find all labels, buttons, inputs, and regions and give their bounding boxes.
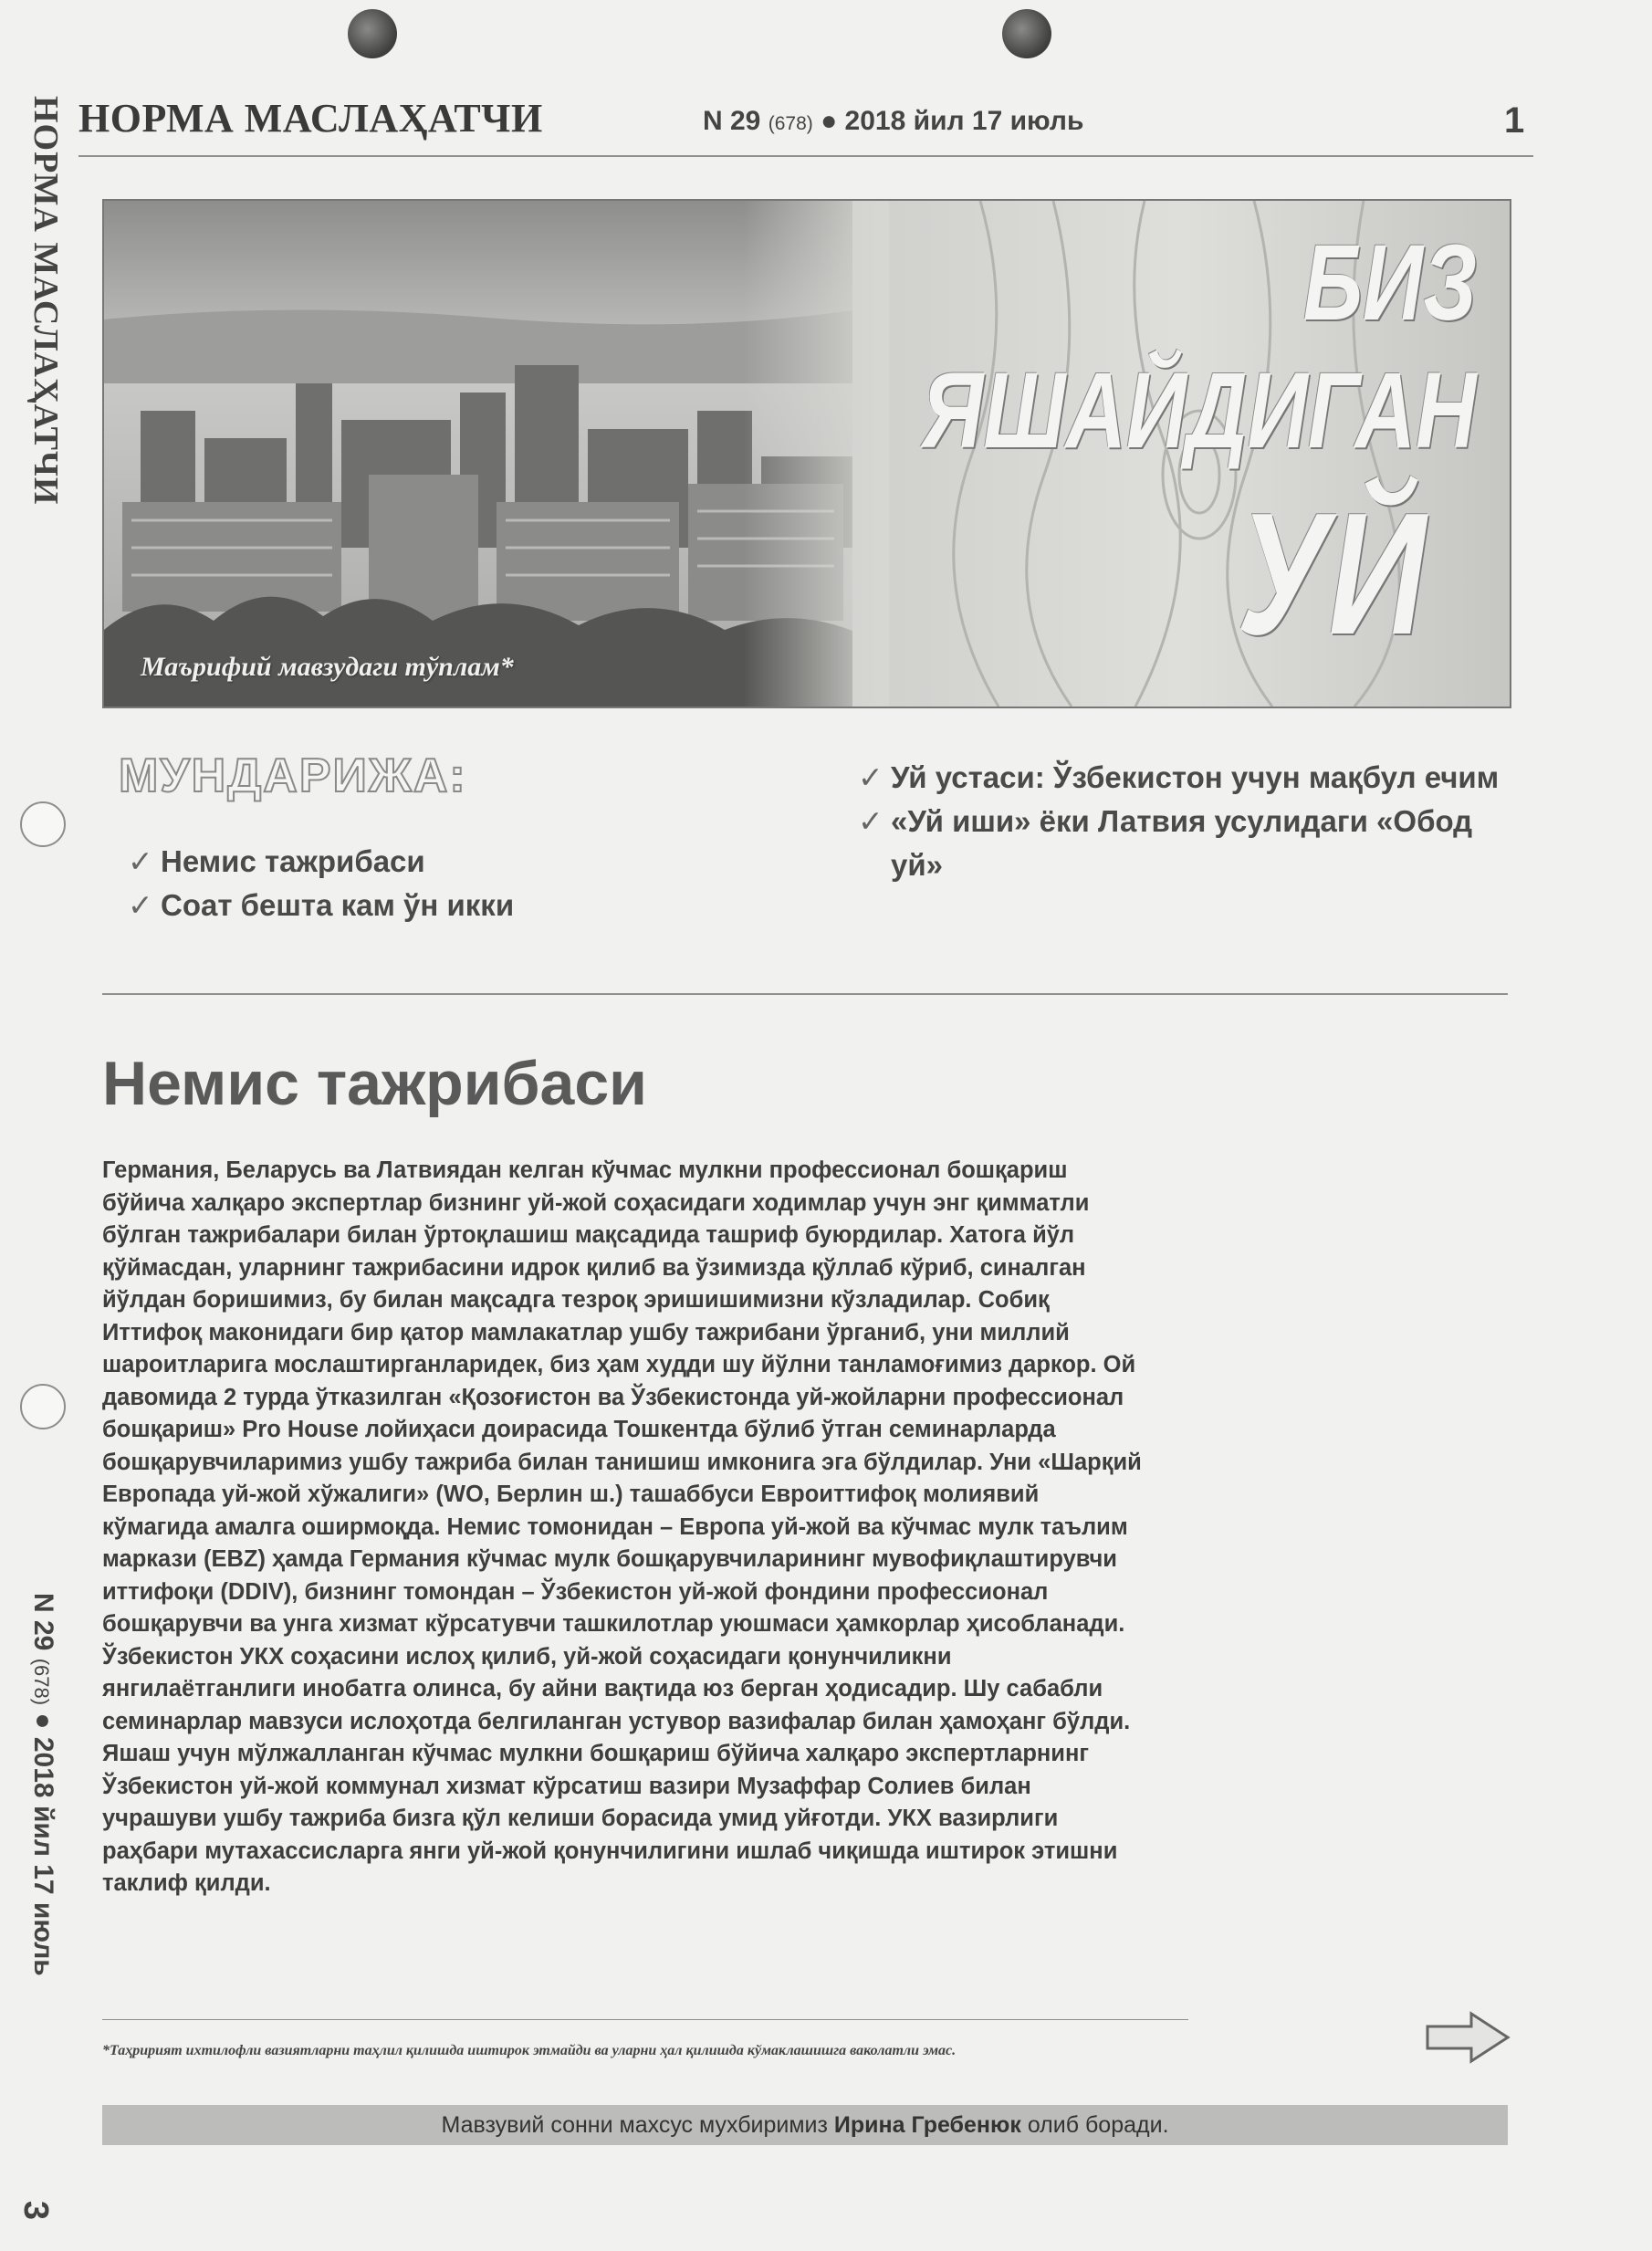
article-line: давомида 2 турда ўтказилган «Қозоғистон ва Ўзбекистонда уй-жойларни профессионал <box>102 1384 1124 1410</box>
check-icon: ✓ <box>858 760 884 794</box>
check-icon: ✓ <box>128 844 153 878</box>
contents-item[interactable]: ✓ Уй устаси: Ўзбекистон учун мақбул ечим <box>858 756 1515 800</box>
check-icon: ✓ <box>128 888 153 922</box>
article-line: бошқарувчи ва унга хизмат кўрсатувчи ташкилотлар уюшмаси ҳамкорлар ҳисобланади. <box>102 1611 1125 1637</box>
issue-number: N 29 <box>703 106 761 136</box>
check-icon: ✓ <box>858 804 884 838</box>
banner-title-line3: УЙ <box>1237 477 1426 671</box>
article-line: бошқариш» Pro House лойиҳаси доирасида Тошкентда бўлиб ўтган семинарларда <box>102 1417 1056 1442</box>
article-line: иттифоқи (DDIV), бизнинг томондан – Ўзбекистон уй-жой фондини профессионал <box>102 1578 1049 1605</box>
article-line: кўмагида амалга оширмоқда. Немис томонидан – Европа уй-жой ва кўчмас мулк таълим <box>102 1513 1128 1540</box>
article-line: янгилаётганлиги инобатга олинса, бу айни вақтида юз берган ҳодисадир. Шу сабабли <box>102 1676 1103 1701</box>
article-line: бўлган тажрибалари билан ўртоқлашиш мақсадида ташриф буюрдилар. Хатога йўл <box>102 1222 1075 1248</box>
article-line: Европада уй-жой хўжалиги» (WO, Берлин ш.) ташаббуси Евроиттифоқ молиявий <box>102 1481 1040 1507</box>
right-arrow-icon[interactable] <box>1424 2008 1511 2067</box>
banner-title-line2: ЯШАЙДИГАН <box>922 351 1477 471</box>
masthead: НОРМА МАСЛАҲАТЧИ <box>78 96 543 141</box>
article-line: йўлдан боришимиз, бу билан мақсадга тезроқ эришишимизни кўзладилар. Собиқ <box>102 1287 1050 1313</box>
spine-issue-number: N 29 <box>28 1593 58 1651</box>
credit-bar <box>102 2105 1508 2145</box>
footnote-rule <box>102 2019 1188 2020</box>
article-line: Иттифоқ маконидаги бир қатор мамлакатлар ушбу тажрибани ўрганиб, уни миллий <box>102 1319 1070 1345</box>
credit-name: Ирина Гребенюк <box>833 2112 1021 2138</box>
contents-heading: МУНДАРИЖА: <box>119 749 467 802</box>
article-line: қўймасдан, уларнинг тажрибасини идрок қилиб ва ўзимизда қўллаб кўриб, синалган <box>102 1254 1086 1281</box>
article-title: Немис тажрибаси <box>102 1049 647 1118</box>
banner-title-line1: БИЗ <box>1302 223 1477 343</box>
article-line: маркази (EBZ) ҳамда Германия кўчмас мулк бошқарувчиларининг мувофиқлаштирувчи <box>102 1546 1117 1572</box>
footnote: *Таҳририят ихтилофли вазиятларни таҳлил қилишда иштирок этмайди ва уларни ҳал қилишда кўмаклашишга ваколатли эмас. <box>102 2043 957 2058</box>
contents-item[interactable]: ✓ Соат бешта кам ўн икки <box>128 884 767 927</box>
article-line: бўйича халқаро экспертлар бизнинг уй-жой соҳасидаги ходимлар учун энг қимматли <box>102 1189 1090 1216</box>
spine-issue-line <box>27 1593 58 1976</box>
article-line: Ўзбекистон УКХ соҳасини ислоҳ қилиб, уй-жой соҳасидаги қонунчиликни <box>102 1643 952 1670</box>
issue-line <box>703 106 1083 137</box>
article-line: шароитларига мослаштирганларидек, биз ҳам худди шу йўлни танламоғимиз даркор. Ой <box>102 1352 1136 1377</box>
contents-item[interactable]: ✓ Немис тажрибаси <box>128 840 767 884</box>
binder-hole-top-left <box>348 9 397 58</box>
article-line: семинарлар мавзуси ислоҳотда белгиланган устувор вазифалар билан ҳамоҳанг бўлди. <box>102 1708 1131 1734</box>
contents-rule <box>102 993 1508 995</box>
cover-banner <box>102 199 1511 708</box>
article-line: Ўзбекистон уй-жой коммунал хизмат кўрсатиш вазири Музаффар Солиев билан <box>102 1773 1031 1799</box>
contents-item[interactable]: ✓ «Уй иши» ёки Латвия усулидаги «Обод уй» <box>858 800 1515 887</box>
spine-issue-date: ● 2018 йил 17 июль <box>28 1712 58 1976</box>
spine-masthead: НОРМА МАСЛАҲАТЧИ <box>26 96 65 506</box>
article-line: таклиф қилди. <box>102 1870 271 1896</box>
article-body <box>102 1155 1289 1900</box>
binder-hole-top-right <box>1002 9 1051 58</box>
issue-date: ● 2018 йил 17 июль <box>821 106 1084 136</box>
spine-page-number: 3 <box>16 2200 56 2221</box>
issue-sub: (678) <box>768 113 813 134</box>
article-line: Германия, Беларусь ва Латвиядан келган кўчмас мулкни профессионал бошқариш <box>102 1157 1068 1183</box>
header-rule <box>78 155 1533 157</box>
banner-caption: Маърифий мавзудаги тўплам* <box>141 652 514 682</box>
page-number: 1 <box>1504 100 1525 141</box>
spine-issue-sub: (678) <box>30 1658 53 1706</box>
credit-prefix: Мавзувий сонни махсус мухбиримиз <box>441 2112 828 2138</box>
contents-list-left <box>128 840 767 927</box>
article-line: Яшаш учун мўлжалланган кўчмас мулкни бошқариш бўйича халқаро экспертларнинг <box>102 1741 1090 1766</box>
binder-hole-left-upper <box>20 801 66 847</box>
article-line: раҳбари мутахассисларга янги уй-жой қонунчилигини ишлаб чиқишда иштирок этишни <box>102 1837 1118 1864</box>
contents-list-right <box>858 756 1515 887</box>
article-line: учрашуви ушбу тажриба бизга қўл келиши борасида умид уйғотди. УКХ вазирлиги <box>102 1806 1059 1831</box>
article-line: бошқарувчиларимиз ушбу тажриба билан танишиш имконига эга бўлдилар. Уни «Шарқий <box>102 1449 1142 1475</box>
binder-hole-left-lower <box>20 1384 66 1429</box>
credit-suffix: олиб боради. <box>1027 2112 1169 2138</box>
